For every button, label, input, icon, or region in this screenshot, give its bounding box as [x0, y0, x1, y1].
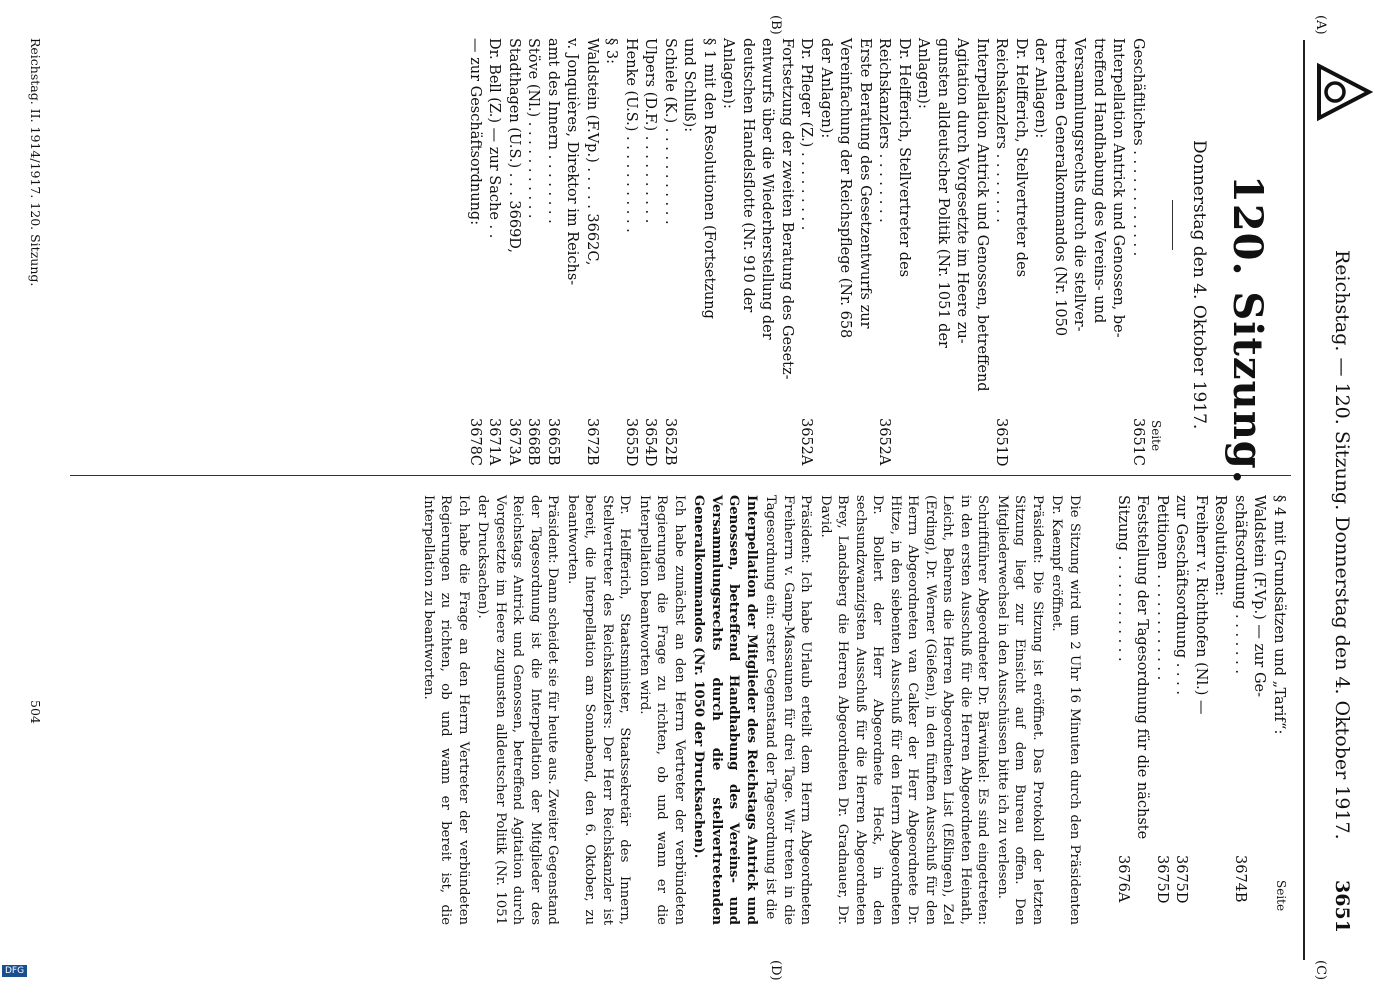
- toc-left-entry-text: Fortsetzung der zweiten Beratung des Gesetz-: [779, 38, 795, 380]
- toc-left-entry-page-ref: 3671A: [486, 418, 503, 466]
- column-divider: [70, 475, 1291, 476]
- toc-left-entry: [484, 38, 504, 468]
- toc-right-entry-text: Waldstein (F.Vp.) — zur Ge-: [1251, 495, 1268, 698]
- marker-a: (A): [1313, 15, 1328, 35]
- toc-left-entry-page-ref: 3672B: [584, 418, 600, 466]
- toc-left-entry-text: Vereinfachung der Reichspflege (Nr. 658: [837, 38, 854, 339]
- toc-left-entry-page-ref: 3678C: [467, 418, 483, 466]
- toc-right-entry: [1230, 495, 1250, 925]
- toc-left-entry: [972, 38, 992, 468]
- toc-left-entry-text: tretenden Generalkommandos (Nr. 1050: [1052, 38, 1068, 337]
- title-rule: [1172, 200, 1173, 250]
- toc-left-column: [465, 38, 1148, 468]
- toc-left-entry: [894, 38, 914, 468]
- proceedings-paragraph: Die Sitzung wird um 2 Uhr 16 Minuten durch den Präsidenten Dr. Kaempf eröffnet.: [1049, 495, 1082, 925]
- toc-left-entry-text: Geschäftliches . . . . . . . . . . . .: [1130, 38, 1146, 257]
- toc-left-entry-text: Schiele (K.) . . . . . . . . . . .: [662, 38, 678, 225]
- footer-left: Reichstag. II. 1914/1917. 120. Sitzung.: [28, 38, 43, 287]
- toc-left-entry: [523, 38, 543, 468]
- proceedings-text: [418, 495, 1084, 925]
- toc-left-entry-text: § 3:: [603, 38, 620, 64]
- toc-right-entry-text: § 4 mit Grundsätzen und „Tarif“:: [1271, 495, 1287, 735]
- toc-left-entry-text: gunsten alldeutscher Politik (Nr. 1051 der: [935, 38, 951, 348]
- toc-right-column: [1113, 495, 1289, 925]
- toc-left-entry-text: Anlagen):: [915, 38, 932, 109]
- proceedings-paragraph: Interpellation der Mitglieder des Reichstags Antrick und Genossen, betreffend Handhabung des Vereins- und Versammlungsrechts durch die stellvertretenden Generalkommandos (Nr. 1050 der Drucksachen).: [691, 495, 759, 925]
- seite-label-left: Seite: [1149, 420, 1163, 452]
- toc-right-entry: [1132, 495, 1152, 925]
- proceedings-paragraph: Präsident: Ich habe Urlaub erteilt dem Herrn Abgeordneten Freiherrn v. Gamp-Massaunen für drei Tage. Wir treten in die Tagesordnung ein: erster Gegenstand der Tagesordnung ist die: [763, 495, 814, 925]
- toc-left-entry-text: treffend Handhabung des Vereins- und: [1091, 38, 1107, 324]
- toc-left-entry-text: Interpellation Antrick und Genossen, betreffend: [974, 38, 990, 392]
- toc-left-entry: [601, 38, 621, 468]
- toc-left-entry: [679, 38, 699, 468]
- toc-left-entry-text: Agitation durch Vorgesetzte im Heere zu-: [954, 38, 971, 344]
- toc-right-entry-text: Freiherr v. Richthofen (Nl.) —: [1193, 495, 1209, 715]
- toc-right-entry-page-ref: 3674B: [1232, 855, 1248, 903]
- toc-right-entry-text: Feststellung der Tagesordnung für die nächste: [1134, 495, 1151, 840]
- toc-right-entry-text: zur Geschäftsordnung . . . .: [1173, 495, 1190, 695]
- toc-left-entry: [913, 38, 933, 468]
- toc-left-entry-page-ref: 3652B: [662, 418, 678, 466]
- toc-left-entry: [757, 38, 777, 468]
- toc-left-entry-text: Ulpers (D.F.) . . . . . . . . . .: [642, 38, 659, 224]
- proceedings-paragraph: Schriftführer Abgeordneter Dr. Bärwinkel: Es sind eingetreten: in den ersten Ausschuß für die Herren Abgeordneten Heinath, Leicht, Behrens die Herren Abgeordneten List (Eßlingen), Zel (Erding), Dr. Werner (Gießen), in den fünften Ausschuß für den Herrn Abgeordneten van Calker der Herr Abgeordnete Dr. Hitze, in den siebenten Ausschuß für den Herrn Abgeordneten Dr. Bollert der Herr Abgeordnete Heck, in den sechsundzwanzigsten Ausschuß für die Herren Abgeordneten Brey, Landsberg die Herren Abgeordneten Dr. Gradnauer, Dr. David.: [818, 495, 991, 925]
- toc-left-entry-text: Dr. Pfleger (Z.) . . . . . . . . .: [798, 38, 815, 231]
- toc-left-entry: [855, 38, 875, 468]
- toc-left-entry-text: Anlagen):: [720, 38, 737, 109]
- toc-left-entry: [952, 38, 972, 468]
- toc-left-entry: [933, 38, 953, 468]
- toc-right-entry: [1249, 495, 1269, 925]
- session-date: Donnerstag den 4. Oktober 1917.: [1189, 140, 1209, 430]
- proceedings-paragraph: Präsident: Die Sitzung ist eröffnet. Das Protokoll der letzten Sitzung liegt zur Einsicht auf dem Bureau offen. Den Mitgliederwechsel in den Ausschüssen bitte ich zu verlesen.: [995, 495, 1045, 925]
- toc-left-entry-text: Dr. Helfferich, Stellvertreter des: [1013, 38, 1029, 278]
- toc-left-entry: [718, 38, 738, 468]
- toc-left-entry: [1069, 38, 1089, 468]
- toc-right-entry: [1171, 495, 1191, 925]
- toc-left-entry-text: Interpellation Antrick und Genossen, be-: [1110, 38, 1127, 338]
- toc-left-entry-text: entwurfs über die Wiederherstellung der: [759, 38, 776, 340]
- proceedings-paragraph: Dr. Helfferich, Staatsminister, Staatssekretär des Innern, Stellvertreter des Reichskanzlers: Der Herr Reichskanzler ist bereit, die Interpellation am Sonnabend, den 6. Oktober, zu beantworten.: [565, 495, 633, 925]
- toc-left-entry: [1030, 38, 1050, 468]
- toc-left-entry: [699, 38, 719, 468]
- toc-left-entry: [738, 38, 758, 468]
- toc-left-entry: [1011, 38, 1031, 468]
- header-rule: [1303, 40, 1305, 960]
- toc-left-entry-text: der Anlagen):: [818, 38, 834, 139]
- toc-right-entry: [1269, 495, 1289, 925]
- toc-left-entry-text: deutschen Handelsflotte (Nr. 910 der: [740, 38, 756, 313]
- toc-right-entry-page-ref: 3676A: [1115, 855, 1131, 903]
- toc-right-entry-page-ref: 3675D: [1173, 855, 1190, 904]
- toc-left-entry: [660, 38, 680, 468]
- toc-left-entry-text: der Anlagen):: [1032, 38, 1049, 139]
- toc-right-entry-page-ref: 3675D: [1154, 855, 1170, 904]
- toc-left-entry-text: Dr. Helfferich, Stellvertreter des: [896, 38, 912, 278]
- toc-left-entry: [562, 38, 582, 468]
- seite-label-right: Seite: [1274, 880, 1288, 912]
- toc-left-entry-page-ref: 3665B: [545, 418, 561, 466]
- toc-left-entry-text: Stadthagen (U.S.) . . . 3669D,: [506, 38, 522, 254]
- toc-left-entry: [582, 38, 602, 468]
- toc-left-entry: [640, 38, 660, 468]
- toc-left-entry-page-ref: 3654D: [642, 418, 659, 467]
- dfg-logo: DFG: [2, 965, 27, 977]
- toc-left-entry-text: und Schluß):: [681, 38, 698, 133]
- toc-right-entry-text: Petitionen . . . . . . . . . . . .: [1154, 495, 1170, 681]
- toc-left-entry-page-ref: 3652A: [876, 418, 893, 466]
- toc-right-entry-text: Resolutionen:: [1212, 495, 1229, 596]
- marker-c: (C): [1313, 960, 1328, 981]
- toc-left-entry-text: Waldstein (F.Vp.) . . . . . 3662C,: [584, 38, 600, 266]
- toc-left-entry-text: Dr. Bell (Z.) — zur Sache . .: [486, 38, 503, 239]
- footer-page-count: 504: [28, 700, 43, 724]
- marker-d: (D): [768, 960, 783, 981]
- toc-left-entry: [874, 38, 894, 468]
- toc-left-entry: [816, 38, 836, 468]
- toc-left-entry: [621, 38, 641, 468]
- toc-left-entry: [1108, 38, 1128, 468]
- toc-right-entry: [1210, 495, 1230, 925]
- toc-left-entry-text: Erste Beratung des Gesetzentwurfs zur: [857, 38, 873, 329]
- toc-left-entry-page-ref: 3651C: [1130, 418, 1146, 466]
- toc-right-entry: [1152, 495, 1172, 925]
- toc-left-entry: [543, 38, 563, 468]
- session-title: 120. Sitzung.: [1224, 175, 1271, 485]
- toc-left-entry-text: Henke (U.S.) . . . . . . . . . . .: [623, 38, 639, 233]
- toc-left-entry: [1128, 38, 1148, 468]
- toc-left-entry-text: § 1 mit den Resolutionen (Fortsetzung: [701, 38, 717, 319]
- toc-left-entry-text: amt des Innern . . . . . . . .: [545, 38, 561, 224]
- toc-left-entry: [465, 38, 485, 468]
- toc-right-entry: [1113, 495, 1133, 925]
- proceedings-paragraph: Ich habe die Frage an den Herrn Vertreter der verbündeten Regierungen zu richten, ob und wann er bereit ist, die Interpellation zu beantworten.: [421, 495, 471, 925]
- proceedings-paragraph: Ich habe zunächst an den Herrn Vertreter der verbündeten Regierungen die Frage zu richten, ob und wann er die Interpellation beantworten wird.: [637, 495, 687, 925]
- toc-left-entry-text: v. Jonquières, Direktor im Reichs-: [564, 38, 581, 286]
- toc-left-entry-text: — zur Geschäftsordnung:: [467, 38, 483, 226]
- toc-left-entry-text: Reichskanzlers . . . . . . . .: [876, 38, 893, 223]
- toc-left-entry: [504, 38, 524, 468]
- toc-left-entry: [1050, 38, 1070, 468]
- toc-left-entry-text: Versammlungsrechts durch die stellver-: [1071, 38, 1088, 332]
- toc-left-entry: [1089, 38, 1109, 468]
- toc-left-entry-page-ref: 3655D: [623, 418, 639, 467]
- toc-left-entry-page-ref: 3652A: [798, 418, 815, 466]
- toc-left-entry: [835, 38, 855, 468]
- toc-left-entry-page-ref: 3651D: [993, 418, 1010, 467]
- toc-left-entry-text: Stöve (Nl.) . . . . . . . . . . .: [525, 38, 542, 219]
- marker-b: (B): [768, 15, 783, 35]
- proceedings-paragraph: Präsident: Dann scheidet sie für heute aus. Zweiter Gegenstand der Tagesordnung ist die Interpellation der Mitglieder des Reichstags Antrick und Genossen, betreffend Agitation durch Vorgesetzte im Heere zugunsten alldeutscher Politik (Nr. 1051 der Drucksachen).: [475, 495, 561, 925]
- toc-left-entry: [991, 38, 1011, 468]
- toc-left-entry-page-ref: 3668B: [525, 418, 542, 466]
- running-header: Reichstag. — 120. Sitzung. Donnerstag den 4. Oktober 1917.: [1331, 250, 1353, 840]
- toc-left-entry: [777, 38, 797, 468]
- toc-left-entry-text: Reichskanzlers . . . . . . . .: [993, 38, 1010, 223]
- toc-left-entry-page-ref: 3673A: [506, 418, 522, 466]
- toc-right-entry-text: schäftsordnung . . . . . . .: [1232, 495, 1248, 674]
- page-number: 3651: [1331, 880, 1353, 933]
- toc-right-entry: [1191, 495, 1211, 925]
- toc-left-entry: [796, 38, 816, 468]
- toc-right-entry-text: Sitzung . . . . . . . . . . . .: [1115, 495, 1131, 662]
- reichstag-triangle-logo-icon: [1313, 62, 1373, 122]
